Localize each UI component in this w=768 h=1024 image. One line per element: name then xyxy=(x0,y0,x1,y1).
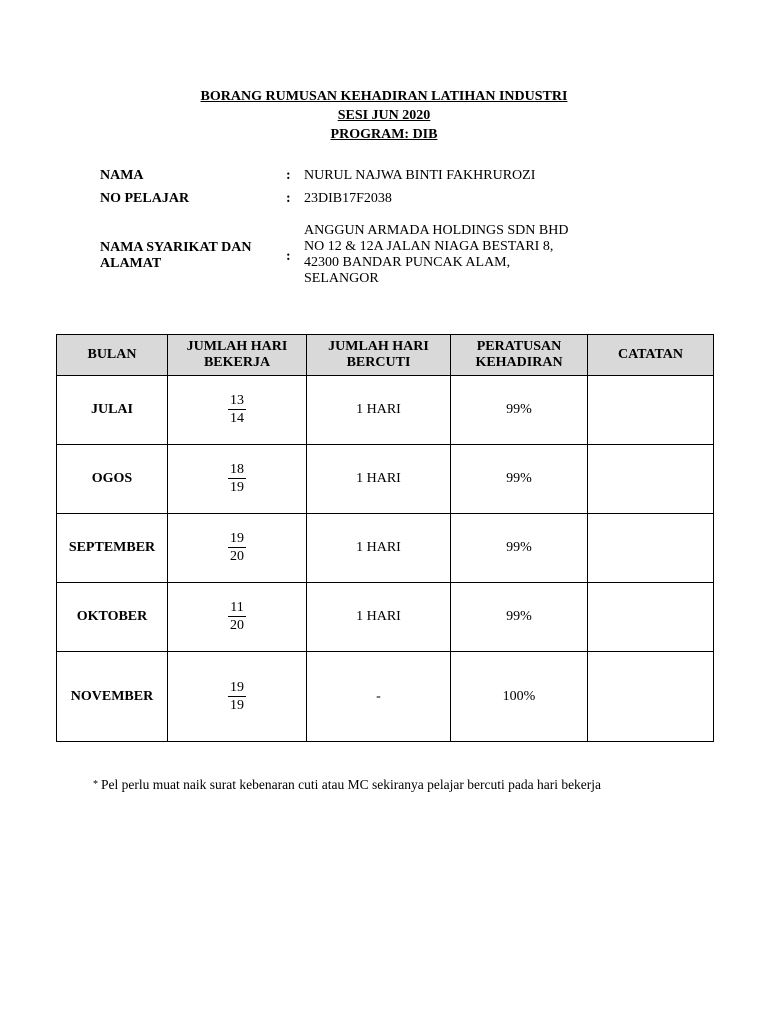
days-fraction xyxy=(228,462,246,495)
attendance-percent-cell: 99% xyxy=(451,514,588,583)
table-row xyxy=(57,514,714,583)
month-cell: OKTOBER xyxy=(57,583,168,652)
header-days-worked: JUMLAH HARI BEKERJA xyxy=(168,335,307,376)
table-header-row xyxy=(57,335,714,376)
days-worked-cell xyxy=(168,445,307,514)
company-address-line: NO 12 & 12A JALAN NIAGA BESTARI 8, xyxy=(304,239,554,254)
student-id-colon: : xyxy=(286,191,291,206)
table-row xyxy=(57,445,714,514)
form-title-block xyxy=(0,87,768,144)
days-leave-cell: 1 HARI xyxy=(307,514,451,583)
days-worked: 11 xyxy=(230,600,244,615)
notes-cell xyxy=(588,445,714,514)
student-id-label: NO PELAJAR xyxy=(100,191,190,206)
days-worked: 19 xyxy=(230,531,244,546)
days-worked: 13 xyxy=(230,393,244,408)
days-total: 14 xyxy=(230,411,244,426)
notes-cell xyxy=(588,376,714,445)
days-total: 19 xyxy=(230,697,244,713)
footnote xyxy=(93,775,663,794)
attendance-table xyxy=(56,334,714,742)
month-cell: JULAI xyxy=(57,376,168,445)
days-worked-cell xyxy=(168,514,307,583)
notes-cell xyxy=(588,583,714,652)
days-fraction xyxy=(228,393,246,426)
footnote-marker: * xyxy=(93,779,98,790)
form-title: BORANG RUMUSAN KEHADIRAN LATIHAN INDUSTRI xyxy=(200,89,568,104)
days-leave-cell: - xyxy=(307,652,451,742)
name-label: NAMA xyxy=(100,168,144,183)
attendance-percent-cell: 100% xyxy=(451,652,588,742)
days-leave-cell: 1 HARI xyxy=(307,583,451,652)
footnote-text: Pel perlu muat naik surat kebenaran cuti atau MC sekiranya pelajar bercuti pada hari bekerja xyxy=(101,777,602,792)
notes-cell xyxy=(588,514,714,583)
header-days-leave: JUMLAH HARI BERCUTI xyxy=(307,335,451,376)
company-label xyxy=(100,240,280,272)
header-month: BULAN xyxy=(57,335,168,376)
company-address-line: SELANGOR xyxy=(304,271,379,286)
table-row xyxy=(57,652,714,742)
company-colon: : xyxy=(286,249,291,264)
days-leave-cell: 1 HARI xyxy=(307,376,451,445)
name-colon: : xyxy=(286,168,291,183)
month-cell: NOVEMBER xyxy=(57,652,168,742)
header-notes: CATATAN xyxy=(588,335,714,376)
company-address-line: 42300 BANDAR PUNCAK ALAM, xyxy=(304,255,511,270)
days-worked-cell xyxy=(168,376,307,445)
days-worked: 19 xyxy=(230,679,244,695)
student-id: 23DIB17F2038 xyxy=(304,191,392,206)
company-label-line-2: ALAMAT xyxy=(100,256,162,271)
attendance-percent-cell: 99% xyxy=(451,583,588,652)
table-row xyxy=(57,376,714,445)
table-row xyxy=(57,583,714,652)
notes-cell xyxy=(588,652,714,742)
header-attendance-percent: PERATUSAN KEHADIRAN xyxy=(451,335,588,376)
days-worked: 18 xyxy=(230,462,244,477)
days-worked-cell xyxy=(168,583,307,652)
days-total: 20 xyxy=(230,549,244,564)
days-fraction xyxy=(228,600,245,633)
attendance-percent-cell: 99% xyxy=(451,376,588,445)
session-title: SESI JUN 2020 xyxy=(337,108,431,123)
company-address xyxy=(304,223,644,287)
student-name: NURUL NAJWA BINTI FAKHRUROZI xyxy=(304,168,536,183)
month-cell: OGOS xyxy=(57,445,168,514)
program-title: PROGRAM: DIB xyxy=(330,127,438,142)
days-fraction xyxy=(228,531,246,564)
days-total: 19 xyxy=(230,480,244,495)
days-worked-cell xyxy=(168,652,307,742)
month-cell: SEPTEMBER xyxy=(57,514,168,583)
company-address-line: ANGGUN ARMADA HOLDINGS SDN BHD xyxy=(304,223,569,238)
days-total: 20 xyxy=(229,618,244,633)
company-label-line-1: NAMA SYARIKAT DAN xyxy=(100,240,252,255)
days-leave-cell: 1 HARI xyxy=(307,445,451,514)
days-fraction xyxy=(228,680,246,713)
attendance-percent-cell: 99% xyxy=(451,445,588,514)
